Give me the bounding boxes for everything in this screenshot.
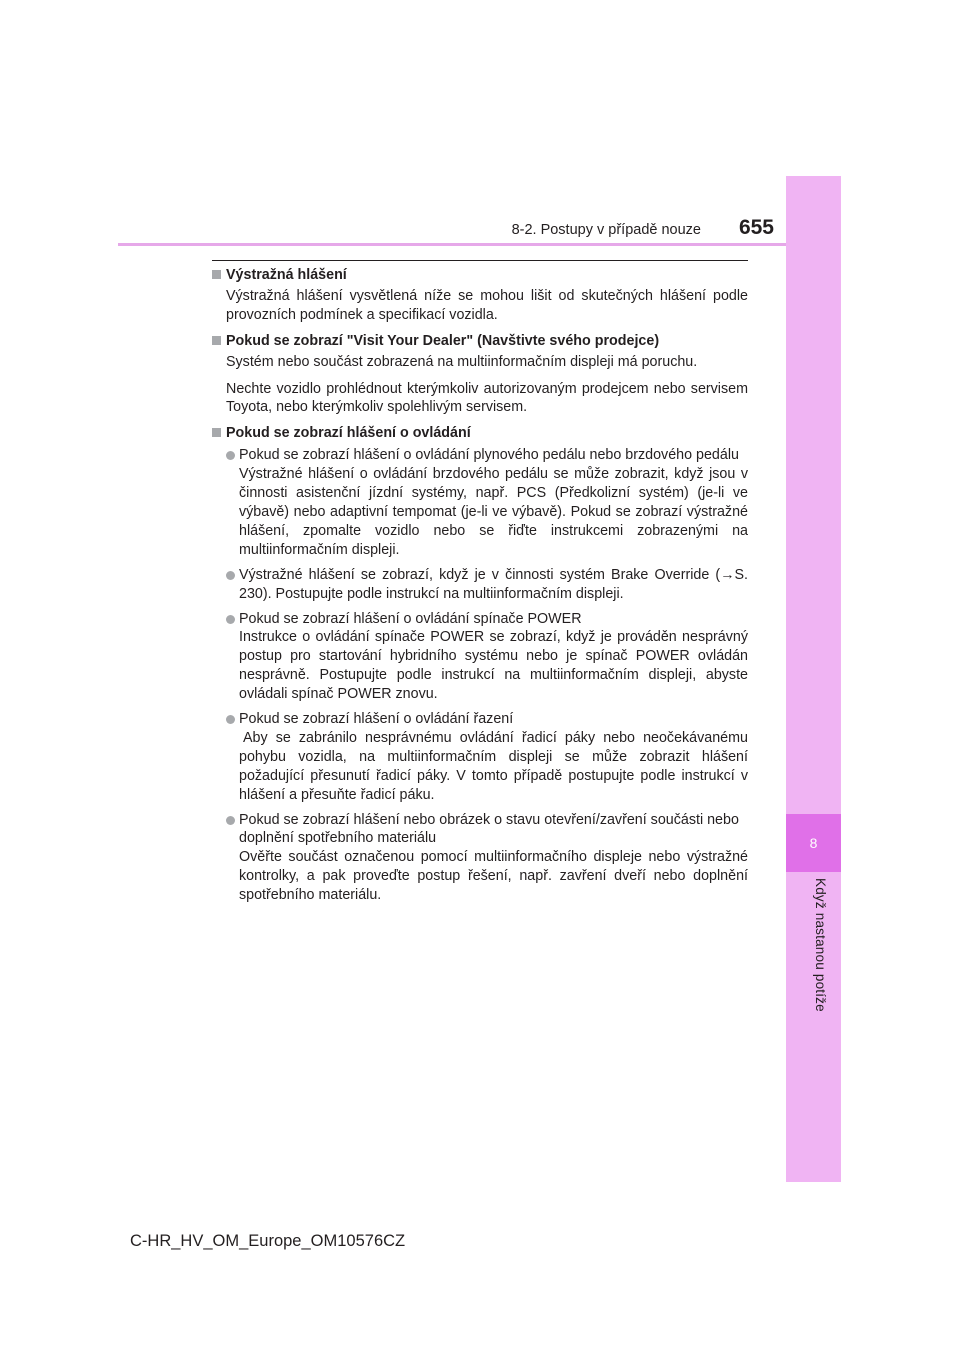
circle-bullet-icon xyxy=(226,816,235,825)
section-heading-text: Pokud se zobrazí "Visit Your Dealer" (Navštivte svého prodejce) xyxy=(226,332,660,349)
section-title: 8-2. Postupy v případě nouze xyxy=(511,222,701,238)
circle-bullet-icon xyxy=(226,615,235,624)
section-heading xyxy=(212,424,748,443)
chapter-number-tab[interactable] xyxy=(786,814,841,872)
bullet-item xyxy=(212,566,748,604)
page-number: 655 xyxy=(738,216,774,239)
square-bullet-icon xyxy=(212,336,221,345)
section-heading xyxy=(212,266,748,285)
paragraph: Nechte vozidlo prohlédnout kterýmkoliv autorizovaným prodejcem nebo servisem Toyota, nebo kterýmkoliv spolehlivým servisem. xyxy=(226,380,748,416)
bullet-title: Pokud se zobrazí hlášení o ovládání plynového pedálu nebo brzdového pedálu xyxy=(239,447,739,464)
content-top-rule xyxy=(212,260,748,261)
chapter-number: 8 xyxy=(809,835,818,851)
bullet-body: Instrukce o ovládání spínače POWER se zobrazí, když je prováděn nesprávný postup pro startování hybridního systému nebo je spínač POWER ovládán nesprávně. Postupujte podle instrukcí na multiinformačním displeji, abyste ovládali spínač POWER znovu. xyxy=(239,629,748,703)
circle-bullet-icon xyxy=(226,715,235,724)
square-bullet-icon xyxy=(212,270,221,279)
bullet-body: Výstražné hlášení o ovládání brzdového pedálu se může zobrazit, když jsou v činnosti asistenční jízdní systémy, např. PCS (Předkolizní systém) (je-li ve výbavě) nebo adaptivní tempomat (je-li ve výbavě). Pokud se zobrazí výstražné hlášení, zpomalte vozidlo nebo se řiďte instrukcemi zobrazenými na multiinformačním displeji. xyxy=(239,466,748,558)
page-content xyxy=(212,266,748,905)
bullet-body: Ověřte součást označenou pomocí multiinformačního displeje nebo výstražné kontrolky, a pak proveďte postup řešení, např. zavření dveří nebo doplnění spotřebního materiálu. xyxy=(239,849,748,904)
chapter-title: Když nastanou potíže xyxy=(813,878,828,1012)
bullet-item xyxy=(212,710,748,805)
circle-bullet-icon xyxy=(226,451,235,460)
bullet-title: Pokud se zobrazí hlášení o ovládání spínače POWER xyxy=(239,610,582,627)
document-code: C-HR_HV_OM_Europe_OM10576CZ xyxy=(130,1232,406,1250)
section-heading-text: Výstražná hlášení xyxy=(226,267,347,283)
bullet-item xyxy=(212,446,748,559)
section-heading xyxy=(212,332,748,351)
header-divider xyxy=(118,243,786,246)
section-heading-text: Pokud se zobrazí hlášení o ovládání xyxy=(226,425,471,442)
circle-bullet-icon xyxy=(226,571,235,580)
bullet-title: Pokud se zobrazí hlášení o ovládání řazení xyxy=(239,711,514,728)
bullet-item xyxy=(212,610,748,705)
bullet-body: Aby se zabránilo nesprávnému ovládání řadicí páky nebo neočekávanému pohybu vozidla, na multiinformačním displeji se může zobrazit hlášení požadující přesunutí řadicí páky. V tomto případě postupujte podle instrukcí v hlášení a přesuňte řadicí páku. xyxy=(239,729,748,803)
square-bullet-icon xyxy=(212,428,221,437)
bullet-title: Pokud se zobrazí hlášení nebo obrázek o stavu otevření/zavření součásti nebo doplnění spotřebního materiálu xyxy=(239,811,739,847)
bullet-item xyxy=(212,811,748,906)
bullet-body: Výstražné hlášení se zobrazí, když je v činnosti systém Brake Override (→S. 230). Postupujte podle instrukcí na multiinformačním displeji. xyxy=(239,566,748,602)
paragraph: Systém nebo součást zobrazená na multiinformačním displeji má poruchu. xyxy=(226,353,698,370)
paragraph: Výstražná hlášení vysvětlená níže se mohou lišit od skutečných hlášení podle provozních podmínek a specifikací vozidla. xyxy=(226,287,748,323)
